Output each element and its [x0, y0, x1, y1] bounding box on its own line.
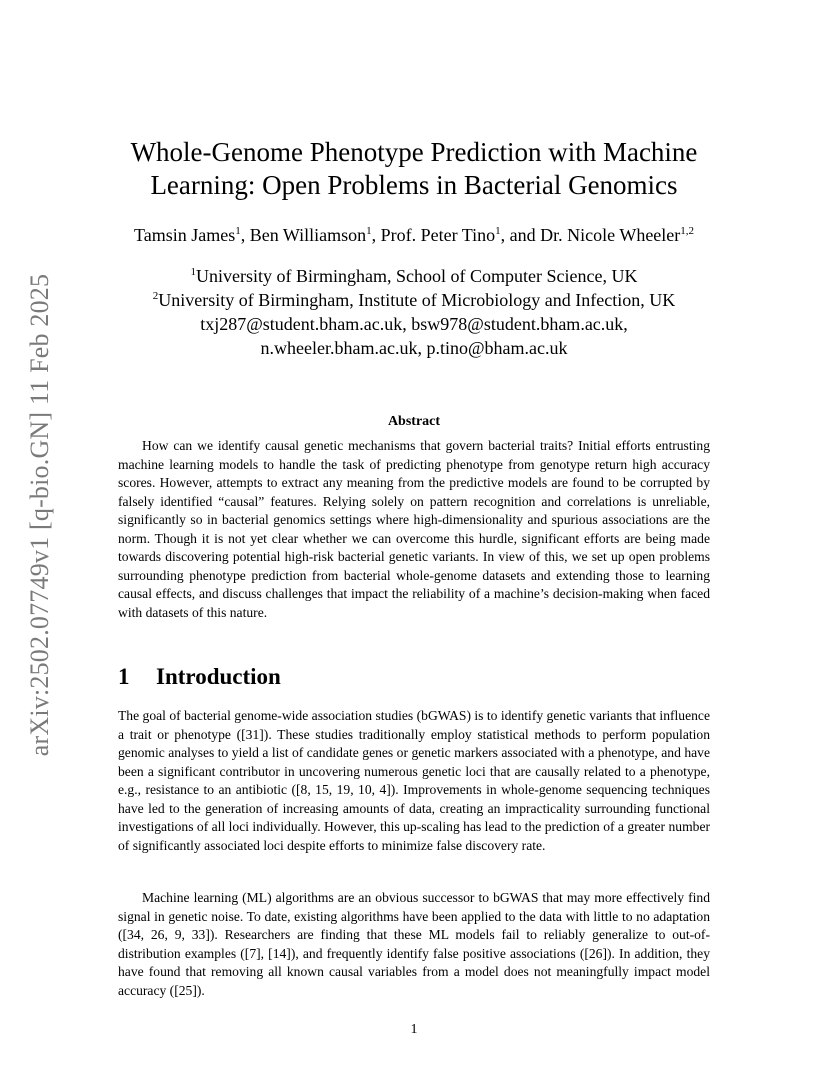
section-number: 1: [118, 664, 130, 689]
author-name: Ben Williamson: [249, 225, 367, 245]
page-number: 1: [410, 1022, 418, 1037]
affiliation-text: University of Birmingham, Institute of Microbiology and Infection, UK: [158, 290, 676, 310]
author-affiliation-mark: 1,2: [680, 225, 695, 237]
author-list: [60, 223, 768, 247]
author-separator: , and: [500, 225, 541, 245]
author-separator: ,: [371, 225, 381, 245]
paper-title: [90, 136, 738, 202]
author-affiliation-mark: 1: [366, 225, 372, 237]
affiliation-text: University of Birmingham, School of Computer Science, UK: [196, 266, 638, 286]
affiliation-mark: 1: [190, 266, 197, 278]
author-affiliation-mark: 1: [495, 225, 501, 237]
affiliation-line: [60, 288, 768, 312]
title-line-2: Learning: Open Problems in Bacterial Genomics: [150, 170, 678, 200]
author-affiliation-mark: 1: [235, 225, 241, 237]
intro-paragraph-1: The goal of bacterial genome-wide association studies (bGWAS) is to identify genetic variants that influence a trait or phenotype ([31]). These studies traditionally employ statistical methods to perform population genomic analyses to yield a list of candidate genes or genetic markers associated with a phenotype, and have been a significant contributor in uncovering numerous genetic loci that are causally related to a phenotype, e.g., resistance to an antibiotic ([8, 15, 19, 10, 4]). Improvements in whole-genome sequencing techniques have led to the generation of increasing amounts of data, creating an impracticality surrounding functional investigations of all loci individually. However, this up-scaling has lead to the prediction of a greater number of significantly associated loci despite efforts to minimize false discovery rate.: [118, 708, 711, 853]
arxiv-identifier-text: arXiv:2502.07749v1 [q-bio.GN] 11 Feb 2025: [25, 273, 55, 757]
affiliation-line: [60, 264, 768, 288]
intro-paragraph-2: Machine learning (ML) algorithms are an obvious successor to bGWAS that may more effectively find signal in genetic noise. To date, existing algorithms have been applied to the data with little to no adaptation ([34, 26, 9, 33]). Researchers are finding that these ML models fail to reliably generalize to out-of-distribution examples ([7], [14]), and frequently identify false positive associations ([26]). In addition, they have found that removing all known causal variables from a model does not meaningfully impact model accuracy ([25]).: [118, 890, 710, 998]
abstract-text: How can we identify causal genetic mechanisms that govern bacterial traits? Initial efforts entrusting machine learning models to handle the task of predicting phenotype from genotype return high accuracy scores. However, attempts to extract any meaning from the predictive models are found to be corrupted by falsely identified “causal” features. Relying solely on pattern recognition and correlations is unreliable, significantly so in bacterial genomics settings where high-dimensionality and spurious associations are the norm. Though it is not yet clear whether we can overcome this hurdle, significant efforts are being made towards discovering potential high-risk bacterial genetic variants. In view of this, we set up open problems surrounding phenotype prediction from bacterial whole-genome datasets and extending those to learning causal effects, and discuss challenges that impact the reliability of a machine’s decision-making when faced with datasets of this nature.: [118, 438, 710, 620]
affiliation-mark: 2: [152, 290, 159, 302]
author-name: Tamsin James: [133, 225, 236, 245]
author-name: Dr. Nicole Wheeler: [540, 225, 681, 245]
abstract-heading: Abstract: [387, 414, 441, 429]
author-name: Prof. Peter Tino: [380, 225, 496, 245]
section-title: Introduction: [156, 664, 281, 689]
title-line-1: Whole-Genome Phenotype Prediction with Machine: [130, 137, 698, 167]
emails-line-2: n.wheeler.bham.ac.uk, p.tino@bham.ac.uk: [260, 338, 568, 358]
section-heading: [118, 664, 281, 690]
author-separator: ,: [240, 225, 250, 245]
affiliations-block: [60, 264, 768, 360]
arxiv-identifier-stamp: [20, 270, 60, 760]
emails-line-1: txj287@student.bham.ac.uk, bsw978@student.bham.ac.uk,: [200, 314, 628, 334]
